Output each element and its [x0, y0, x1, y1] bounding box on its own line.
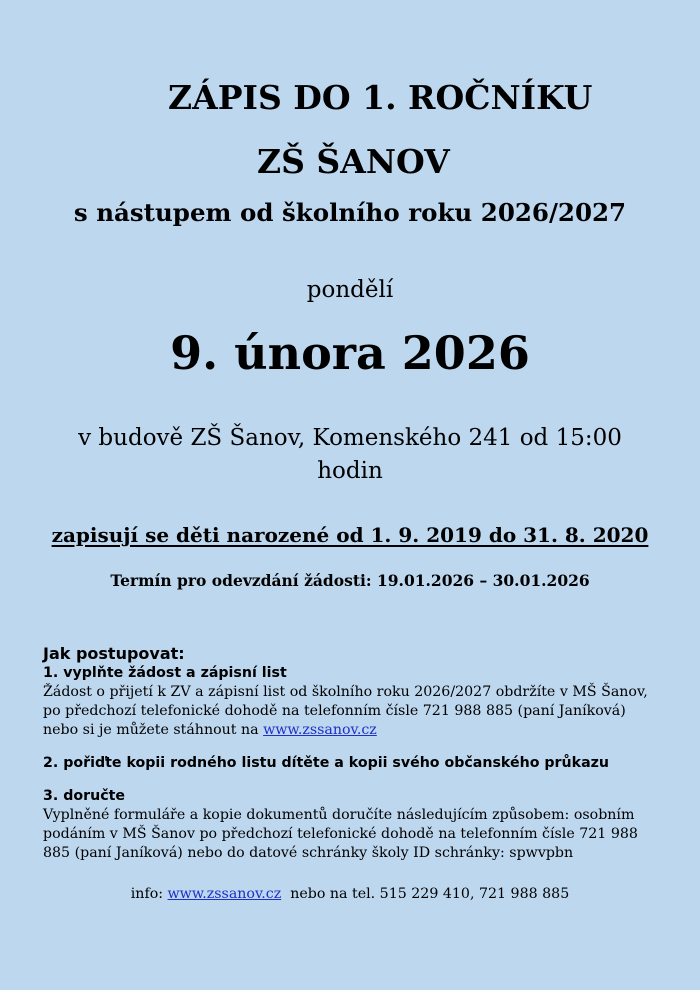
- footer-website-link[interactable]: www.zssanov.cz: [167, 886, 282, 902]
- event-day: pondělí: [306, 277, 394, 303]
- title-line-2: ZŠ ŠANOV: [257, 142, 450, 181]
- subtitle: s nástupem od školního roku 2026/2027: [73, 198, 627, 227]
- step-2-title: 2. pořiďte kopii rodného listu dítěte a kopii svého občanského průkazu: [43, 755, 610, 771]
- eligible-children: zapisují se děti narozené od 1. 9. 2019 do 31. 8. 2020: [51, 523, 649, 547]
- event-place-line-1: v budově ZŠ Šanov, Komenského 241 od 15:00: [78, 425, 622, 451]
- step-1-body: Žádost o přijetí k ZV a zápisní list od školního roku 2026/2027 obdržíte v MŠ Šanov, po předchozí telefonické dohodě na telefonním čísle 721 988 885 (paní Janíková) nebo si je můžete stáhnout na: [43, 684, 648, 738]
- event-date: 9. února 2026: [170, 326, 530, 380]
- step-1-text: [43, 683, 665, 740]
- submission-deadline: Termín pro odevzdání žádosti: 19.01.2026 – 30.01.2026: [110, 571, 590, 590]
- instructions-heading: Jak postupovat:: [43, 644, 185, 663]
- info-contact: nebo na tel. 515 229 410, 721 988 885: [281, 886, 570, 902]
- step-3-title: 3. doručte: [43, 788, 126, 804]
- instructions-section: [43, 644, 665, 863]
- step-1-website-link[interactable]: www.zssanov.cz: [263, 722, 377, 738]
- title-line-1: ZÁPIS DO 1. ROČNÍKU: [168, 78, 593, 117]
- event-place-line-2: hodin: [317, 458, 383, 484]
- footer-info: [0, 886, 700, 902]
- step-1-title: 1. vyplňte žádost a zápisní list: [43, 665, 287, 681]
- step-3-text: Vyplněné formuláře a kopie dokumentů doručíte následujícím způsobem: osobním podáním v MŠ Šanov po předchozí telefonické dohodě na telefonním čísle 721 988 885 (paní Janíková) nebo do datové schránky školy ID schránky: spwvpbn: [43, 807, 638, 861]
- info-prefix: info:: [130, 886, 168, 902]
